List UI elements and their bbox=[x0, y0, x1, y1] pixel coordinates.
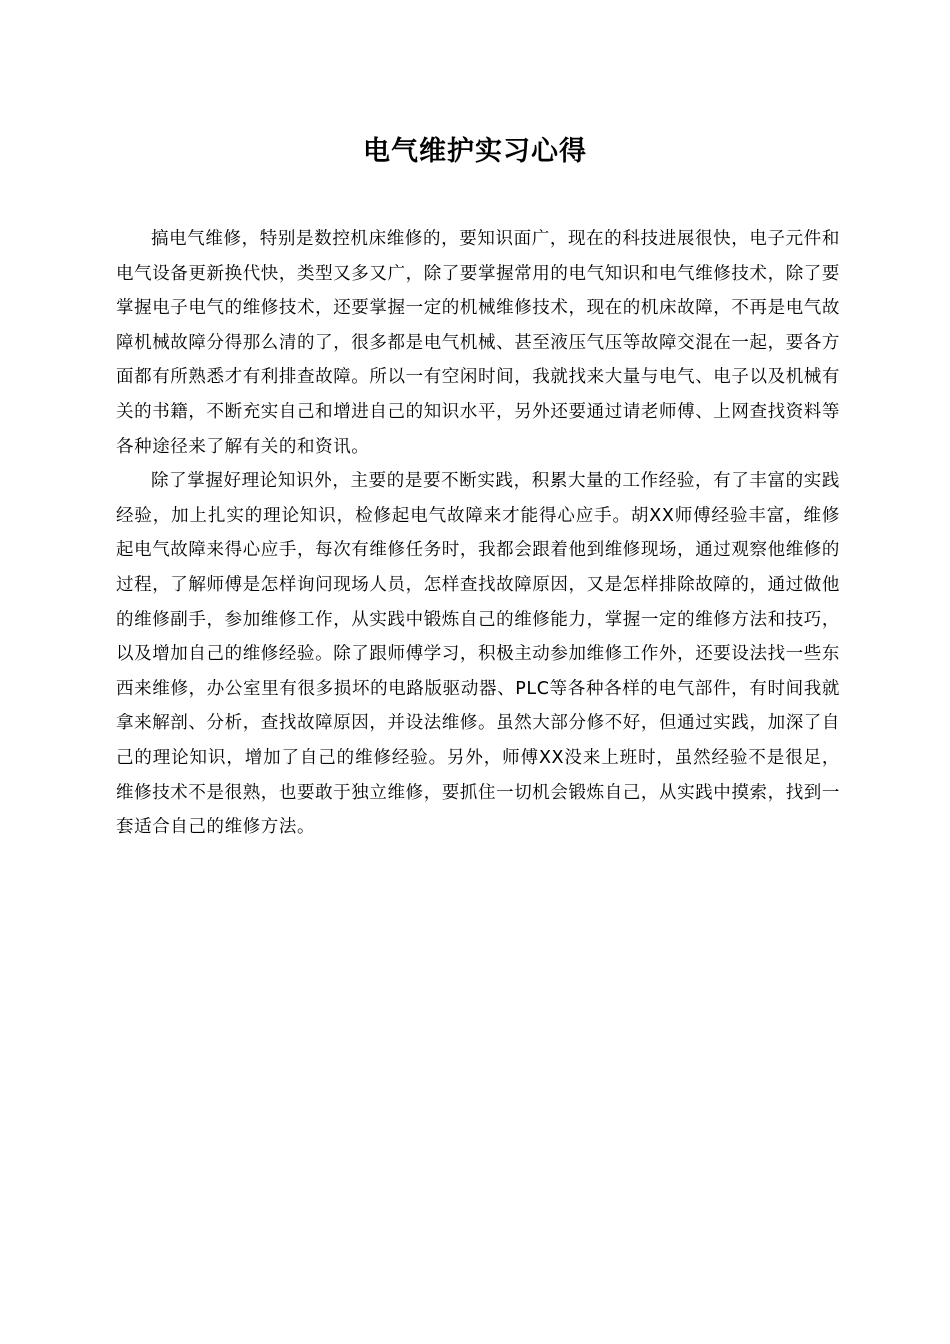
document-body bbox=[116, 222, 840, 845]
paragraph-1: 搞电气维修，特别是数控机床维修的，要知识面广，现在的科技进展很快，电子元件和电气设备更新换代快，类型又多又广，除了要掌握常用的电气知识和电气维修技术，除了要掌握电子电气的维修技术，还要掌握一定的机械维修技术，现在的机床故障，不再是电气故障机械故障分得那么清的了，很多都是电气机械、甚至液压气压等故障交混在一起，要各方面都有所熟悉才有利排查故障。所以一有空闲时间，我就找来大量与电气、电子以及机械有关的书籍，不断充实自己和增进自己的知识水平，另外还要通过请老师傅、上网查找资料等各种途径来了解有关的和资讯。 bbox=[116, 229, 840, 457]
paragraph-2: 除了掌握好理论知识外，主要的是要不断实践，积累大量的工作经验，有了丰富的实践经验，加上扎实的理论知识，检修起电气故障来才能得心应手。胡XX师傅经验丰富，维修起电气故障来得心应手，每次有维修任务时，我都会跟着他到维修现场，通过观察他维修的过程，了解师傅是怎样询问现场人员，怎样查找故障原因，又是怎样排除故障的，通过做他的维修副手，参加维修工作，从实践中锻炼自己的维修能力，掌握一定的维修方法和技巧，以及增加自己的维修经验。除了跟师傅学习，积极主动参加维修工作外，还要设法找一些东西来维修，办公室里有很多损坏的电路版驱动器、PLC等各种各样的电气部件，有时间我就拿来解剖、分析，查找故障原因，并设法维修。虽然大部分修不好，但通过实践，加深了自己的理论知识，增加了自己的维修经验。另外，师傅XX没来上班时，虽然经验不是很足，维修技术不是很熟，也要敢于独立维修，要抓住一切机会锻炼自己，从实践中摸索，找到一套适合自己的维修方法。 bbox=[116, 471, 840, 838]
page-title: 电气维护实习心得 bbox=[363, 136, 587, 167]
